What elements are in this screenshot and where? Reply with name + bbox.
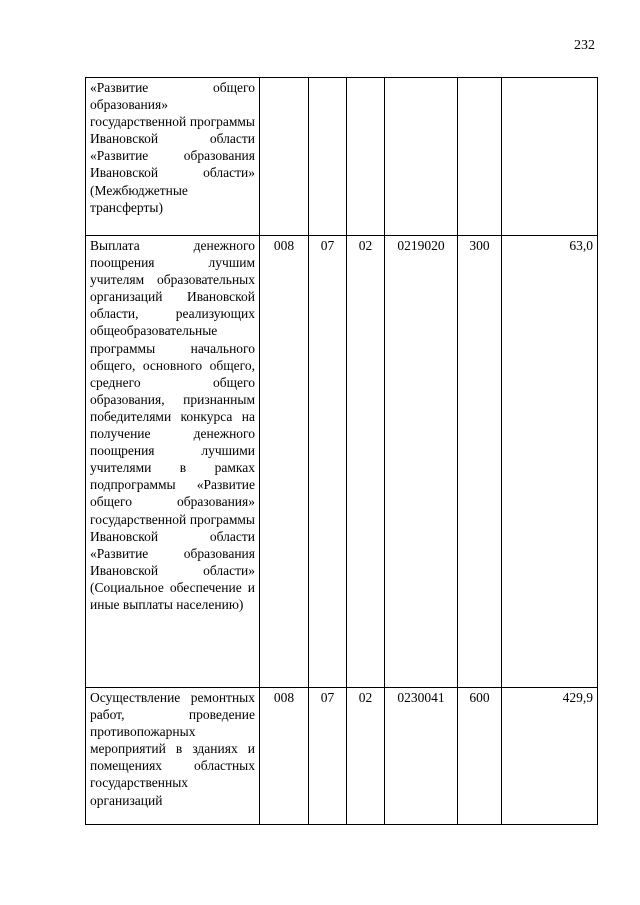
amount: 429,9 bbox=[502, 688, 598, 825]
section-code bbox=[309, 78, 347, 236]
amount bbox=[502, 78, 598, 236]
amount: 63,0 bbox=[502, 236, 598, 688]
subsection-code: 02 bbox=[347, 688, 385, 825]
expense-type-code bbox=[458, 78, 502, 236]
subsection-code bbox=[347, 78, 385, 236]
expense-type-code: 600 bbox=[458, 688, 502, 825]
table-row bbox=[86, 688, 598, 825]
row-description: «Развитие общего образования» государственной программы Ивановской области «Развитие образования Ивановской области» (Межбюджетные трансферты) bbox=[86, 78, 260, 236]
ministry-code: 008 bbox=[260, 688, 309, 825]
row-description: Осуществление ремонтных работ, проведение противопожарных мероприятий в зданиях и помещениях областных государственных организаций bbox=[86, 688, 260, 825]
ministry-code bbox=[260, 78, 309, 236]
table-row bbox=[86, 236, 598, 688]
page-number: 232 bbox=[574, 38, 595, 53]
section-code: 07 bbox=[309, 688, 347, 825]
budget-table bbox=[85, 77, 598, 825]
ministry-code: 008 bbox=[260, 236, 309, 688]
table-row bbox=[86, 78, 598, 236]
target-article-code: 0219020 bbox=[385, 236, 458, 688]
target-article-code bbox=[385, 78, 458, 236]
row-description: Выплата денежного поощрения лучшим учителям образовательных организаций Ивановской области, реализующих общеобразовательные программы начального общего, основного общего, среднего общего образования, признанным победителями конкурса на получение денежного поощрения лучшими учителями в рамках подпрограммы «Развитие общего образования» государственной программы Ивановской области «Развитие образования Ивановской области» (Социальное обеспечение и иные выплаты населению) bbox=[86, 236, 260, 688]
subsection-code: 02 bbox=[347, 236, 385, 688]
section-code: 07 bbox=[309, 236, 347, 688]
target-article-code: 0230041 bbox=[385, 688, 458, 825]
expense-type-code: 300 bbox=[458, 236, 502, 688]
